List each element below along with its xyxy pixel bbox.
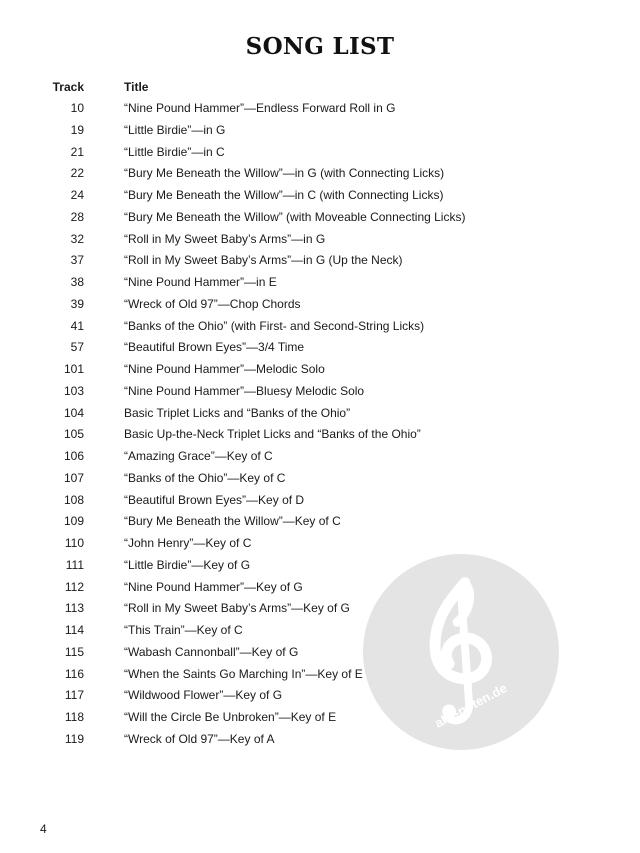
table-row xyxy=(0,359,640,381)
table-row xyxy=(0,250,640,272)
song-title: “John Henry”—Key of C xyxy=(124,536,252,550)
table-header xyxy=(0,76,640,98)
track-number: 105 xyxy=(63,427,84,442)
song-title: “Bury Me Beneath the Willow” (with Moveable Connecting Licks) xyxy=(124,209,466,224)
table-row xyxy=(0,316,640,338)
track-number: 38 xyxy=(70,275,84,289)
track-number: 37 xyxy=(70,253,84,268)
track-number: 108 xyxy=(63,492,84,507)
watermark-text: alle-noten.de xyxy=(432,680,510,731)
table-row xyxy=(0,577,640,599)
song-title: “Nine Pound Hammer”—in E xyxy=(124,275,277,289)
title-header: Title xyxy=(124,80,149,94)
page-title: SONG LIST xyxy=(245,33,395,60)
song-title: “Wreck of Old 97”—Chop Chords xyxy=(124,296,301,311)
song-title: “Little Birdie”—in G xyxy=(124,122,226,137)
song-title: “Amazing Grace”—Key of C xyxy=(124,449,273,463)
table-row xyxy=(0,272,640,294)
track-number: 114 xyxy=(64,623,84,637)
song-title: “Bury Me Beneath the Willow”—in C (with Connecting Licks) xyxy=(124,188,444,202)
song-title: Basic Triplet Licks and “Banks of the Ohio” xyxy=(124,405,351,420)
table-row xyxy=(0,185,640,207)
track-number: 118 xyxy=(64,710,84,724)
track-number: 57 xyxy=(70,340,84,355)
song-title: “Will the Circle Be Unbroken”—Key of E xyxy=(124,710,337,724)
song-title: “Wreck of Old 97”—Key of A xyxy=(124,731,275,746)
song-title: “Nine Pound Hammer”—Endless Forward Roll in G xyxy=(124,101,396,115)
table-row xyxy=(0,490,640,512)
track-number: 113 xyxy=(64,601,84,616)
track-number: 32 xyxy=(70,231,84,246)
table-row xyxy=(0,620,640,642)
track-number: 22 xyxy=(70,166,84,181)
table-body xyxy=(0,98,640,751)
page-number: 4 xyxy=(40,822,47,836)
song-title: “Beautiful Brown Eyes”—Key of D xyxy=(124,492,305,507)
track-number: 39 xyxy=(70,296,84,311)
track-number: 119 xyxy=(64,731,84,746)
track-number: 21 xyxy=(70,144,84,159)
song-title: “Little Birdie”—in C xyxy=(124,144,225,159)
track-number: 112 xyxy=(64,579,84,594)
song-title: “When the Saints Go Marching In”—Key of E xyxy=(124,666,363,681)
table-row xyxy=(0,685,640,707)
table-row xyxy=(0,207,640,229)
table-row xyxy=(0,446,640,468)
track-number: 117 xyxy=(64,688,84,703)
table-row xyxy=(0,163,640,185)
track-number: 41 xyxy=(70,318,84,333)
song-title: “Nine Pound Hammer”—Melodic Solo xyxy=(124,362,325,376)
table-row xyxy=(0,98,640,120)
track-number: 110 xyxy=(64,536,84,550)
table-row xyxy=(0,555,640,577)
table-row xyxy=(0,664,640,686)
table-row xyxy=(0,511,640,533)
track-number: 116 xyxy=(64,666,84,681)
table-row xyxy=(0,229,640,251)
track-number: 28 xyxy=(70,209,84,224)
table-row xyxy=(0,120,640,142)
table-row xyxy=(0,729,640,751)
table-row xyxy=(0,403,640,425)
song-title: “Roll in My Sweet Baby’s Arms”—in G xyxy=(124,231,326,246)
table-row xyxy=(0,142,640,164)
song-title: “Roll in My Sweet Baby’s Arms”—in G (Up the Neck) xyxy=(124,253,403,268)
table-row xyxy=(0,598,640,620)
song-title: “Bury Me Beneath the Willow”—Key of C xyxy=(124,514,341,529)
song-title: “Bury Me Beneath the Willow”—in G (with Connecting Licks) xyxy=(124,166,445,181)
table-row xyxy=(0,533,640,555)
song-title: “Banks of the Ohio” (with First- and Second-String Licks) xyxy=(124,318,425,333)
track-number: 107 xyxy=(63,470,84,485)
table-row xyxy=(0,468,640,490)
track-number: 10 xyxy=(70,101,84,115)
song-title: “Banks of the Ohio”—Key of C xyxy=(124,470,286,485)
song-title: “Beautiful Brown Eyes”—3/4 Time xyxy=(124,340,305,355)
track-number: 101 xyxy=(63,362,84,376)
table-row xyxy=(0,642,640,664)
track-number: 111 xyxy=(65,557,84,572)
table-row xyxy=(0,707,640,729)
table-row xyxy=(0,424,640,446)
song-title: Basic Up-the-Neck Triplet Licks and “Banks of the Ohio” xyxy=(124,427,421,442)
track-number: 19 xyxy=(70,122,84,137)
track-number: 103 xyxy=(63,383,84,398)
table-row xyxy=(0,337,640,359)
track-number: 24 xyxy=(70,188,84,202)
song-title: “Nine Pound Hammer”—Bluesy Melodic Solo xyxy=(124,383,365,398)
track-number: 106 xyxy=(63,449,84,463)
track-header: Track xyxy=(52,80,84,94)
song-title: “Nine Pound Hammer”—Key of G xyxy=(124,579,303,594)
song-title: “Roll in My Sweet Baby’s Arms”—Key of G xyxy=(124,601,350,616)
track-number: 109 xyxy=(63,514,84,529)
song-title: “Wabash Cannonball”—Key of G xyxy=(124,644,299,659)
table-row xyxy=(0,294,640,316)
table-row xyxy=(0,381,640,403)
track-number: 104 xyxy=(63,405,84,420)
song-table xyxy=(0,76,640,751)
song-title: “Wildwood Flower”—Key of G xyxy=(124,688,283,703)
song-title: “Little Birdie”—Key of G xyxy=(124,557,251,572)
song-title: “This Train”—Key of C xyxy=(124,623,243,637)
track-number: 115 xyxy=(64,644,84,659)
